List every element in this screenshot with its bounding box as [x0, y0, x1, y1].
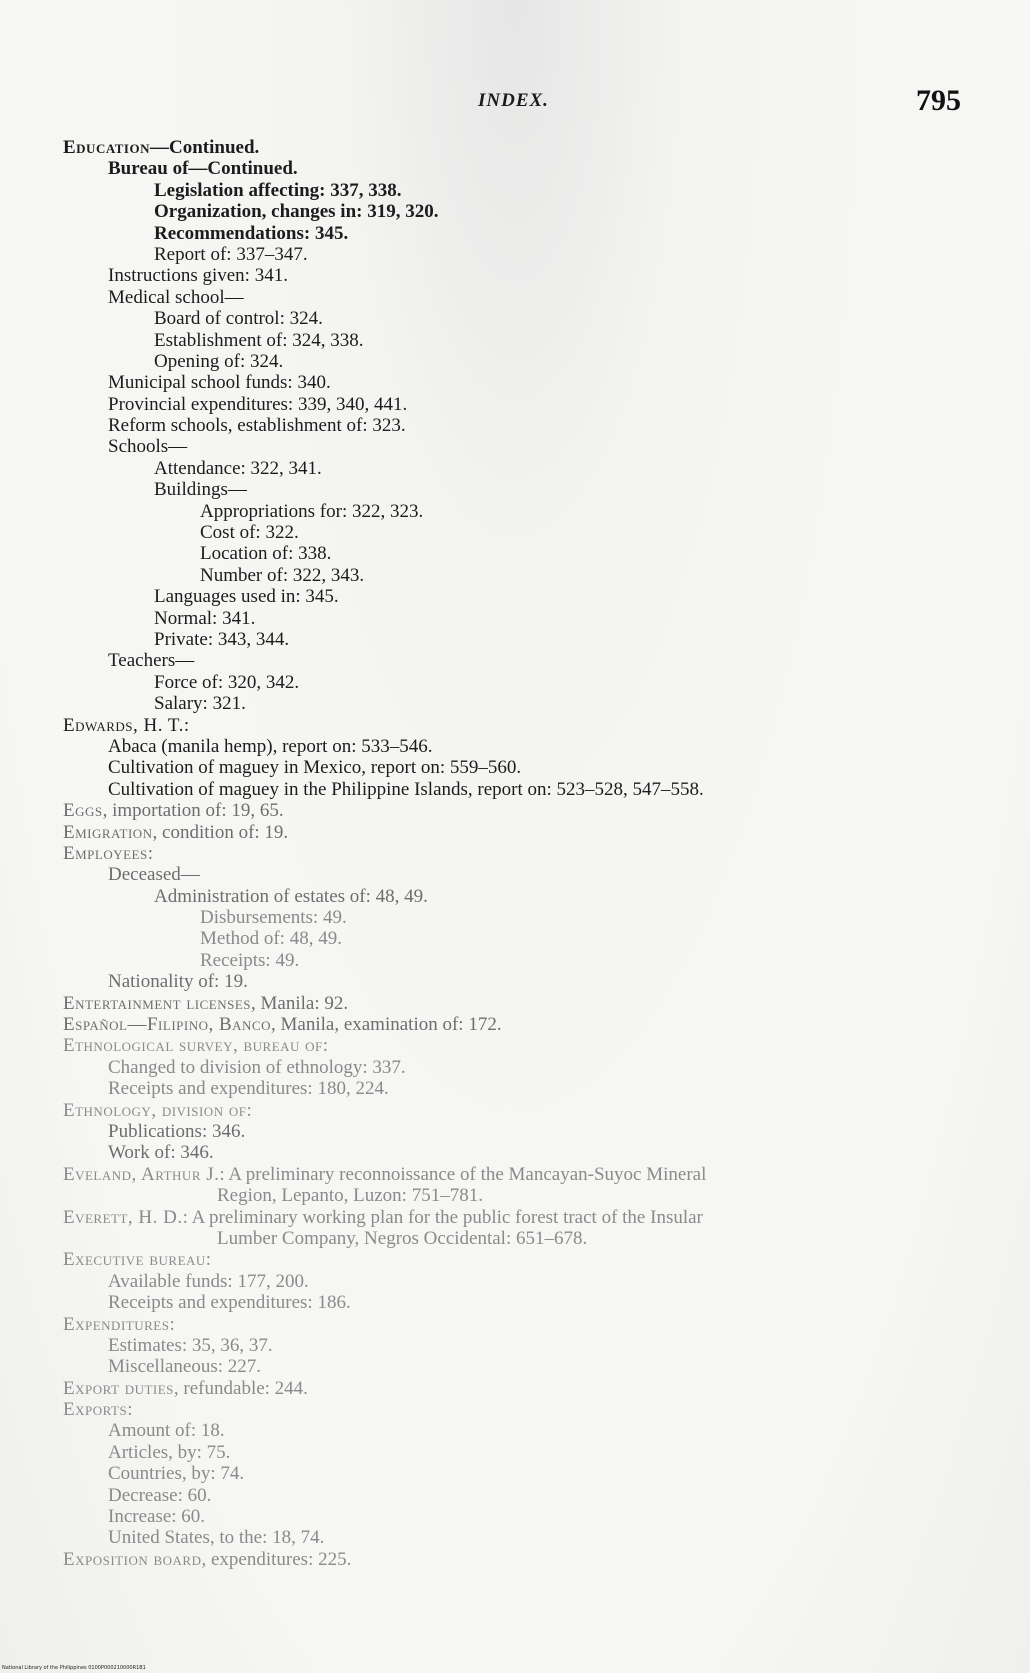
index-subentry: Bureau of—Continued. — [108, 158, 298, 180]
index-subentry: Board of control: 324. — [154, 308, 323, 330]
index-term: Everett, H. D. — [63, 1206, 183, 1228]
index-term: Ethnological survey, bureau of — [63, 1035, 323, 1057]
index-subentry: Deceased— — [108, 864, 200, 886]
index-subentry: Reform schools, establishment of: 323. — [108, 415, 406, 437]
index-subentry: Estimates: 35, 36, 37. — [108, 1334, 273, 1356]
index-subentry: Disbursements: 49. — [200, 907, 347, 929]
index-term: Ethnology, division of — [63, 1099, 247, 1121]
index-term: Expenditures — [63, 1313, 170, 1335]
index-subentry: Increase: 60. — [108, 1506, 206, 1528]
index-subentry: Abaca (manila hemp), report on: 533–546. — [108, 735, 433, 757]
index-term: Eveland, Arthur J. — [63, 1163, 220, 1185]
index-subentry: Recommendations: 345. — [154, 222, 349, 244]
index-subentry: Force of: 320, 342. — [154, 671, 300, 693]
index-entry: Emigration, condition of: 19. — [63, 821, 289, 843]
index-entry: Everett, H. D.: A preliminary working plan for the public forest tract of the Insular Lumber Company, Negros Occidental: 651–678. — [0, 1207, 1030, 1250]
index-subentry: Cultivation of maguey in Mexico, report on: 559–560. — [108, 757, 522, 779]
index-term: Eggs — [63, 800, 103, 822]
index-subentry: Available funds: 177, 200. — [108, 1270, 309, 1292]
index-entry: Ethnology, division of: — [63, 1099, 252, 1121]
index-subentry: Languages used in: 345. — [154, 586, 339, 608]
index-subentry: Medical school— — [108, 286, 244, 308]
index-subentry: Administration of estates of: 48, 49. — [154, 885, 428, 907]
index-subentry: Changed to division of ethnology: 337. — [108, 1056, 406, 1078]
index-subentry: Miscellaneous: 227. — [108, 1356, 262, 1378]
index-subentry: Establishment of: 324, 338. — [154, 329, 364, 351]
index-subentry: Salary: 321. — [154, 693, 246, 715]
index-entry: Exposition board, expenditures: 225. — [63, 1548, 352, 1570]
index-subentry: Private: 343, 344. — [154, 628, 290, 650]
index-entry: Education—Continued. — [63, 137, 260, 158]
index-subentry: Publications: 346. — [108, 1120, 246, 1142]
index-subentry: Countries, by: 74. — [108, 1463, 245, 1485]
index-term: Export duties — [63, 1377, 174, 1399]
index-entry: Ethnological survey, bureau of: — [63, 1035, 329, 1057]
index-term: Entertainment licenses — [63, 992, 252, 1014]
index-subentry: Articles, by: 75. — [108, 1441, 231, 1463]
index-entry: Exports: — [63, 1399, 133, 1421]
index-subentry: Decrease: 60. — [108, 1484, 212, 1506]
index-term: Employees — [63, 842, 148, 864]
index-subentry: Nationality of: 19. — [108, 971, 248, 993]
index-subentry: Cost of: 322. — [200, 522, 299, 544]
index-continuation: Region, Lepanto, Luzon: 751–781. — [217, 1185, 483, 1207]
index-subentry: Buildings— — [154, 479, 247, 501]
running-title: INDEX. — [478, 90, 549, 111]
index-subentry: Appropriations for: 322, 323. — [200, 500, 424, 522]
index-entry: Edwards, H. T.: — [63, 714, 190, 736]
index-subentry: United States, to the: 18, 74. — [108, 1527, 325, 1549]
index-entry: Español—Filipino, Banco, Manila, examination of: 172. — [63, 1014, 502, 1036]
index-subentry: Receipts and expenditures: 186. — [108, 1292, 351, 1314]
index-subentry: Location of: 338. — [200, 543, 332, 565]
index-term: Emigration — [63, 821, 153, 843]
index-subentry: Organization, changes in: 319, 320. — [154, 201, 439, 223]
index-term: Executive bureau — [63, 1249, 206, 1271]
index-subentry: Legislation affecting: 337, 338. — [154, 179, 402, 201]
index-entry: Eveland, Arthur J.: A preliminary reconnoissance of the Mancayan-Suyoc Mineral Region, Lepanto, Luzon: 751–781. — [0, 1164, 1030, 1207]
index-entry: Employees: — [63, 842, 154, 864]
running-header — [0, 84, 1030, 128]
index-term: Exposition board — [63, 1548, 202, 1570]
index-entry: Export duties, refundable: 244. — [63, 1377, 308, 1399]
index-subentry: Municipal school funds: 340. — [108, 372, 331, 394]
index-subentry: Provincial expenditures: 339, 340, 441. — [108, 393, 408, 415]
index-list — [0, 137, 1030, 1570]
index-subentry: Report of: 337–347. — [154, 243, 308, 265]
index-term: Exports — [63, 1399, 128, 1421]
index-continuation: Lumber Company, Negros Occidental: 651–678. — [217, 1227, 588, 1249]
index-subentry: Receipts and expenditures: 180, 224. — [108, 1078, 389, 1100]
index-subentry: Number of: 322, 343. — [200, 564, 365, 586]
index-subentry: Method of: 48, 49. — [200, 928, 342, 950]
page-number: 795 — [916, 84, 961, 117]
index-entry: Eggs, importation of: 19, 65. — [63, 800, 284, 822]
index-subentry: Attendance: 322, 341. — [154, 457, 322, 479]
index-term: Español—Filipino, Banco — [63, 1014, 271, 1036]
index-subentry: Normal: 341. — [154, 607, 256, 629]
index-subentry: Work of: 346. — [108, 1142, 214, 1164]
index-subentry: Opening of: 324. — [154, 350, 284, 372]
index-term: Edwards, H. T. — [63, 714, 184, 736]
index-term: Education — [63, 137, 150, 158]
index-subentry: Receipts: 49. — [200, 949, 300, 971]
index-entry: Executive bureau: — [63, 1249, 212, 1271]
index-entry: Entertainment licenses, Manila: 92. — [63, 992, 349, 1014]
index-subentry: Teachers— — [108, 650, 195, 672]
index-subentry: Schools— — [108, 436, 188, 458]
index-subentry: Instructions given: 341. — [108, 265, 288, 287]
footer-credit: National Library of the Philippines 0100P000210000R1B1 — [2, 1665, 146, 1671]
index-subentry: Cultivation of maguey in the Philippine Islands, report on: 523–528, 547–558. — [108, 778, 704, 800]
index-entry: Expenditures: — [63, 1313, 175, 1335]
index-subentry: Amount of: 18. — [108, 1420, 225, 1442]
